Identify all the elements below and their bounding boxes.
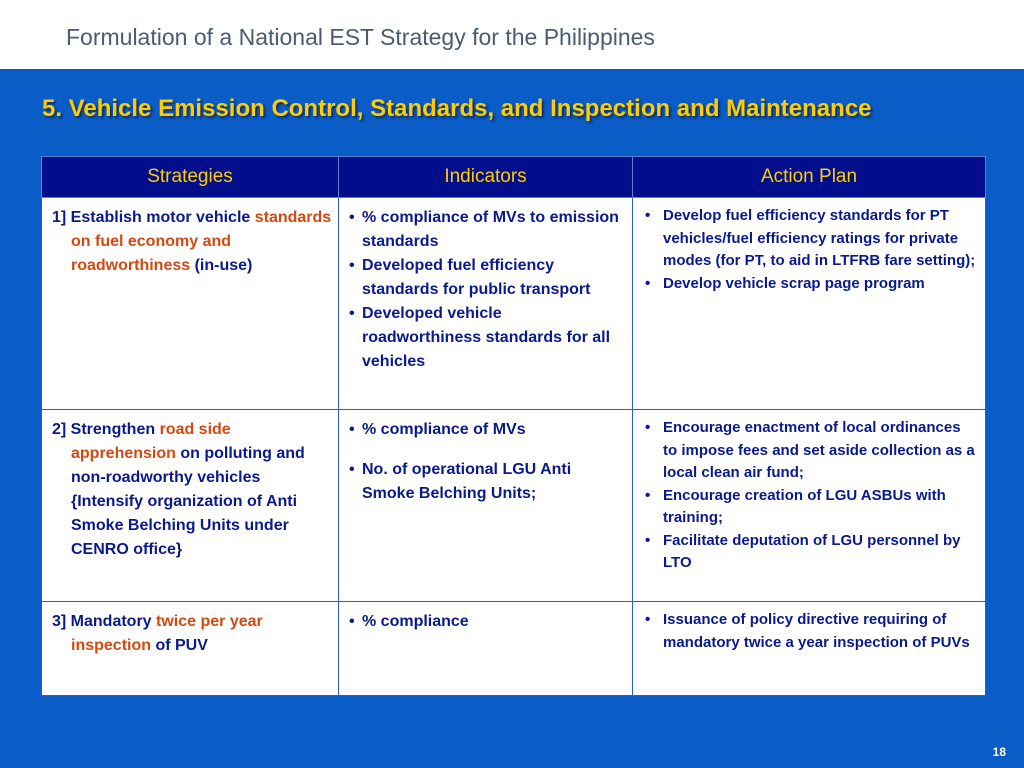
action-plan-cell bbox=[633, 410, 986, 602]
table-row bbox=[42, 410, 986, 602]
strategy-prefix: 2] Strengthen bbox=[52, 421, 160, 438]
action-item: • Issuance of policy directive requiring of mandatory twice a year inspection of PUVs bbox=[645, 609, 977, 654]
header-bar bbox=[0, 0, 1024, 69]
strategy-highlight: road side apprehension bbox=[71, 421, 231, 462]
presentation-title: Formulation of a National EST Strategy for the Philippines bbox=[66, 24, 655, 50]
indicator-item: • Developed fuel efficiency standards for public transport bbox=[349, 254, 624, 302]
indicator-item: • Developed vehicle roadworthiness standards for all vehicles bbox=[349, 302, 624, 374]
indicator-list bbox=[339, 198, 632, 374]
column-header-strategies: Strategies bbox=[42, 157, 339, 198]
strategy-prefix: 3] Mandatory bbox=[52, 613, 157, 630]
strategy-cell bbox=[42, 198, 339, 410]
action-item: • Encourage creation of LGU ASBUs with training; bbox=[645, 485, 977, 530]
strategy-suffix: (in-use) bbox=[190, 257, 253, 274]
strategy-suffix: on polluting and non-roadworthy vehicles {Intensify organization of Anti Smoke Belching Units under CENRO office} bbox=[71, 445, 305, 558]
slide-title: 5. Vehicle Emission Control, Standards, and Inspection and Maintenance bbox=[42, 95, 872, 122]
indicator-item: • No. of operational LGU Anti Smoke Belching Units; bbox=[349, 458, 624, 506]
action-item: • Encourage enactment of local ordinances to impose fees and set aside collection as a local clean air fund; bbox=[645, 417, 977, 485]
indicator-list bbox=[339, 410, 632, 506]
strategy-cell bbox=[42, 602, 339, 696]
action-list bbox=[633, 198, 985, 295]
action-list bbox=[633, 410, 985, 575]
strategy-highlight: standards on fuel economy and roadworthiness bbox=[71, 209, 332, 274]
strategy-prefix: 1] Establish motor vehicle bbox=[52, 209, 255, 226]
action-plan-cell bbox=[633, 198, 986, 410]
strategy-cell bbox=[42, 410, 339, 602]
strategy-highlight: twice per year inspection bbox=[71, 613, 263, 654]
column-header-action-plan: Action Plan bbox=[633, 157, 986, 198]
table-header-row bbox=[42, 157, 986, 198]
strategy-text bbox=[42, 602, 338, 658]
indicator-item: • % compliance of MVs bbox=[349, 418, 624, 442]
page-number: 18 bbox=[992, 745, 1006, 759]
action-item: • Develop vehicle scrap page program bbox=[645, 273, 977, 296]
indicators-cell bbox=[339, 198, 633, 410]
indicator-item: • % compliance of MVs to emission standards bbox=[349, 206, 624, 254]
table-row bbox=[42, 602, 986, 696]
strategy-table bbox=[41, 156, 986, 696]
strategy-text bbox=[42, 410, 338, 562]
indicators-cell bbox=[339, 602, 633, 696]
column-header-indicators: Indicators bbox=[339, 157, 633, 198]
strategy-suffix: of PUV bbox=[151, 637, 208, 654]
action-plan-cell bbox=[633, 602, 986, 696]
table-row bbox=[42, 198, 986, 410]
indicators-cell bbox=[339, 410, 633, 602]
action-list bbox=[633, 602, 985, 654]
action-item: • Develop fuel efficiency standards for PT vehicles/fuel efficiency ratings for private modes (for PT, to aid in LTFRB fare setting); bbox=[645, 205, 977, 273]
action-item: • Facilitate deputation of LGU personnel by LTO bbox=[645, 530, 977, 575]
indicator-item: • % compliance bbox=[349, 610, 624, 634]
indicator-list bbox=[339, 602, 632, 634]
strategy-text bbox=[42, 198, 338, 278]
